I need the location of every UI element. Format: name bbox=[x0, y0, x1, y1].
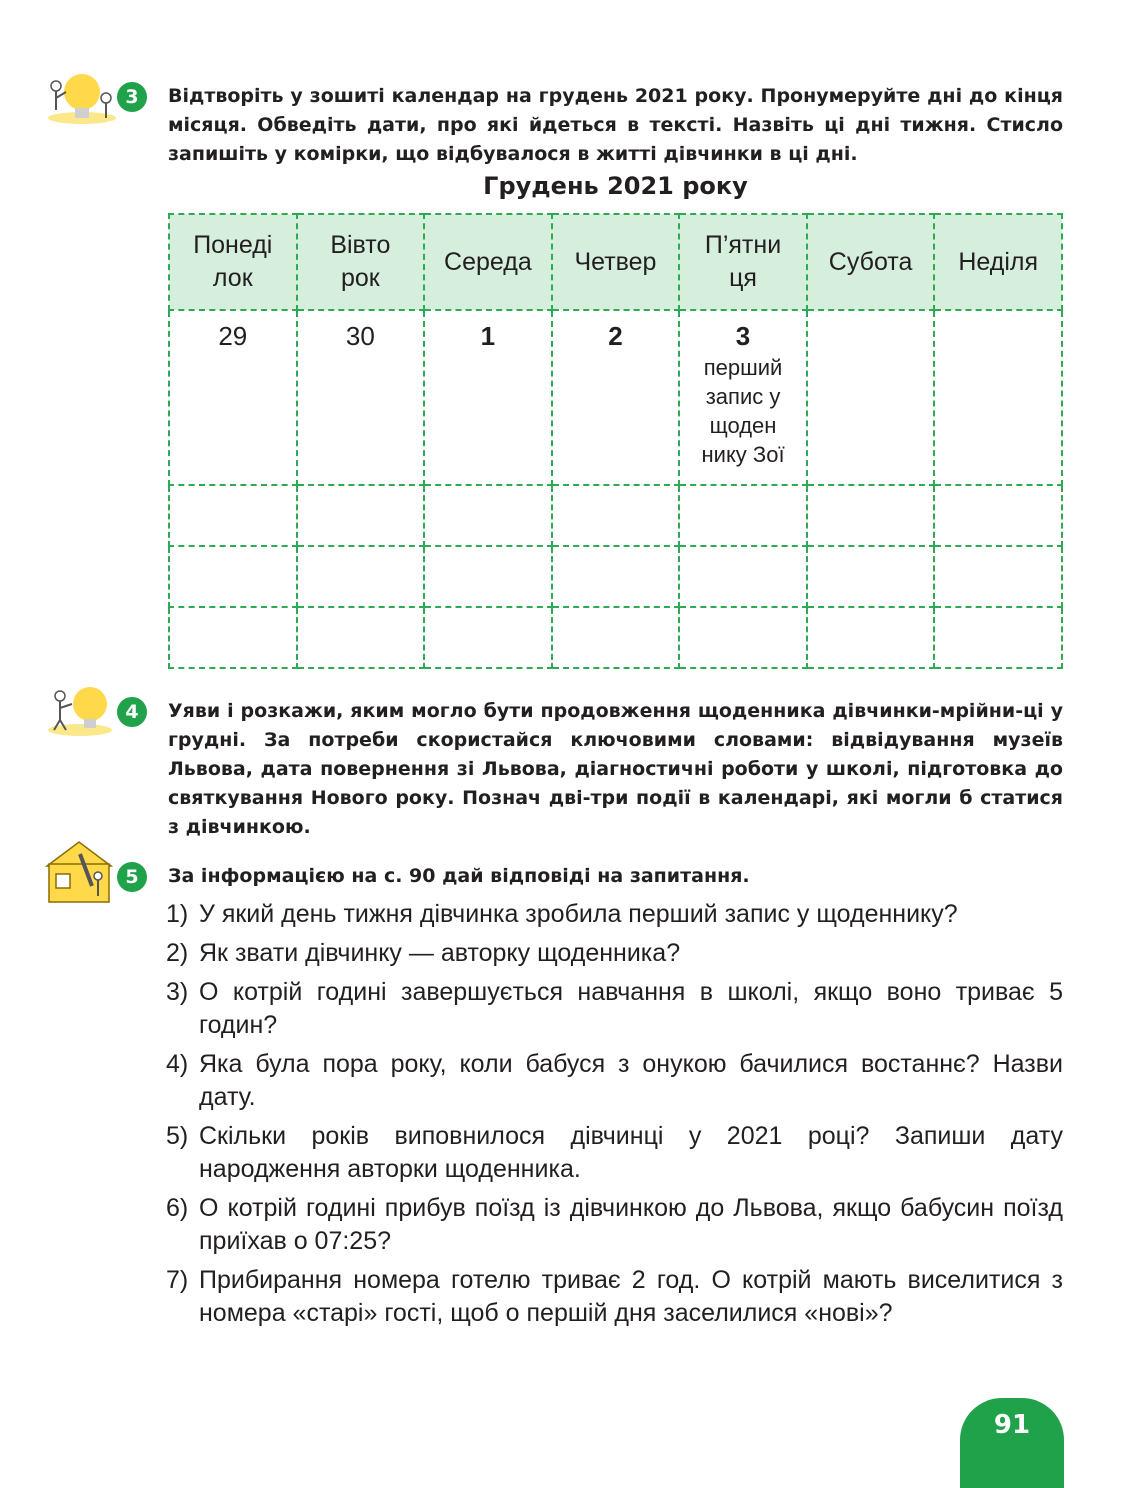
header-monday: Понеді лок bbox=[169, 214, 297, 310]
lightbulb-person-icon bbox=[42, 682, 116, 743]
day-cell bbox=[679, 485, 807, 546]
day-cell: 29 bbox=[169, 310, 297, 485]
day-cell bbox=[807, 546, 935, 607]
day-cell: 30 bbox=[297, 310, 425, 485]
day-cell bbox=[169, 607, 297, 668]
day-cell bbox=[934, 607, 1062, 668]
question-text: О котрій годині завершується навчання в школі, якщо воно триває 5 годин? bbox=[199, 978, 1063, 1039]
calendar-week-row bbox=[169, 607, 1062, 668]
day-cell bbox=[807, 310, 935, 485]
header-thursday: Четвер bbox=[552, 214, 680, 310]
day-cell bbox=[934, 546, 1062, 607]
day-cell bbox=[679, 546, 807, 607]
day-cell bbox=[934, 310, 1062, 485]
question-item bbox=[166, 976, 1063, 1042]
day-cell: 3 перший запис у щоден нику Зої bbox=[679, 310, 807, 485]
day-cell bbox=[297, 546, 425, 607]
task-number-badge: 4 bbox=[117, 697, 147, 727]
task-4-text: Уяви і розкажи, яким могло бути продовження щоденника дівчинки-мрійни-ці у грудні. За потреби скористайся ключовими словами: відвідування музеїв Львова, дата повернення зі Львова, діагностичні роботи у школі, підготовка до святкування Нового року. Познач дві-три події в календарі, які могли б статися з дівчинкою. bbox=[168, 700, 1063, 838]
day-cell bbox=[169, 485, 297, 546]
day-cell bbox=[552, 607, 680, 668]
question-number: 2) bbox=[166, 939, 189, 967]
task-3-text: Відтворіть у зошиті календар на грудень 2021 року. Пронумеруйте дні до кінця місяця. Обведіть дати, про які йдеться в тексті. Назвіть ці дні тижня. Стисло запишіть у комірки, що відбувалося в житті дівчинки в ці дні. bbox=[168, 85, 1063, 165]
calendar-week-row bbox=[169, 310, 1062, 485]
day-cell bbox=[679, 607, 807, 668]
question-text: Яка була пора року, коли бабуся з онукою бачилися востаннє? Назви дату. bbox=[199, 1050, 1063, 1111]
day-cell bbox=[297, 607, 425, 668]
day-cell bbox=[424, 546, 552, 607]
question-number: 4) bbox=[166, 1050, 189, 1078]
task-number-badge: 5 bbox=[117, 862, 147, 892]
day-cell bbox=[552, 546, 680, 607]
house-pencil-icon bbox=[44, 840, 114, 909]
question-number: 3) bbox=[166, 978, 189, 1006]
day-note: перший запис у щоден нику Зої bbox=[701, 355, 785, 467]
task-5-intro: За інформацією на с. 90 дай відповіді на запитання. bbox=[168, 865, 750, 887]
header-saturday: Субота bbox=[807, 214, 935, 310]
question-number: 6) bbox=[166, 1194, 189, 1222]
day-cell bbox=[424, 607, 552, 668]
day-cell bbox=[807, 607, 935, 668]
lightbulb-people-icon bbox=[42, 68, 116, 131]
question-list bbox=[166, 898, 1063, 1336]
header-tuesday: Вівто рок bbox=[297, 214, 425, 310]
question-number: 7) bbox=[166, 1266, 189, 1294]
header-wednesday: Середа bbox=[424, 214, 552, 310]
day-cell: 2 bbox=[552, 310, 680, 485]
header-friday: П’ятни ця bbox=[679, 214, 807, 310]
page-number: 91 bbox=[960, 1398, 1064, 1488]
header-sunday: Неділя bbox=[934, 214, 1062, 310]
question-text: У який день тижня дівчинка зробила перший запис у щоденнику? bbox=[199, 900, 958, 928]
calendar-header-row bbox=[169, 214, 1062, 310]
question-number: 1) bbox=[166, 900, 189, 928]
day-cell: 1 bbox=[424, 310, 552, 485]
day-cell bbox=[934, 485, 1062, 546]
day-cell bbox=[552, 485, 680, 546]
question-item bbox=[166, 898, 1063, 931]
question-number: 5) bbox=[166, 1122, 189, 1150]
calendar-table bbox=[168, 213, 1063, 669]
day-cell bbox=[424, 485, 552, 546]
day-cell bbox=[297, 485, 425, 546]
day-cell bbox=[807, 485, 935, 546]
question-item bbox=[166, 1192, 1063, 1258]
day-cell bbox=[169, 546, 297, 607]
question-text: Як звати дівчинку — авторку щоденника? bbox=[199, 939, 681, 967]
question-text: Скільки років виповнилося дівчинці у 2021 році? Запиши дату народження авторки щоденника. bbox=[199, 1122, 1063, 1183]
question-text: Прибирання номера готелю триває 2 год. О котрій мають виселитися з номера «старі» гості, щоб о першій дня заселилися «нові»? bbox=[199, 1266, 1063, 1327]
calendar-title: Грудень 2021 року bbox=[483, 172, 748, 200]
task-number-badge: 3 bbox=[117, 82, 147, 112]
question-text: О котрій годині прибув поїзд із дівчинкою до Львова, якщо бабусин поїзд приїхав о 07:25? bbox=[199, 1194, 1063, 1255]
question-item bbox=[166, 937, 1063, 970]
question-item bbox=[166, 1264, 1063, 1330]
question-item bbox=[166, 1120, 1063, 1186]
calendar-week-row bbox=[169, 546, 1062, 607]
question-item bbox=[166, 1048, 1063, 1114]
calendar-week-row bbox=[169, 485, 1062, 546]
